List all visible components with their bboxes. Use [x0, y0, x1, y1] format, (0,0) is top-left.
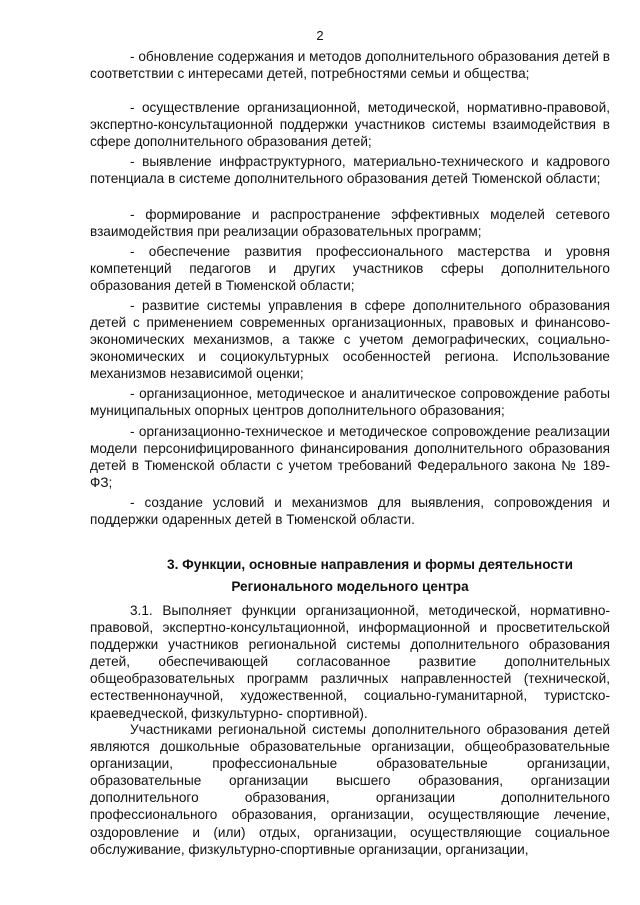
bullet-item: - создание условий и механизмов для выявления, сопровождения и поддержки одаренных детей в Тюменской области.	[90, 495, 610, 528]
bullet-item: - выявление инфраструктурного, материально-технического и кадрового потенциала в системе дополнительного образования детей Тюменской области;	[90, 154, 610, 187]
page-number: 2	[316, 28, 324, 43]
bullet-item: - обновление содержания и методов дополнительного образования детей в соответствии с интересами детей, потребностями семьи и общества;	[90, 49, 610, 82]
paragraph-participants: Участниками региональной системы дополнительного образования детей являются дошкольные образовательные организации, общеобразовательные организации, профессиональные образовательные организации, образовательные организации высшего образования, организации дополнительного образования, организации дополнительного профессионального образования, организации, осуществляющие лечение, оздоровление и (или) отдых, организации, осуществляющие социальное обслуживание, физкультурно-спортивные организации, организации,	[90, 722, 610, 857]
bullet-item: - организационно-техническое и методическое сопровождение реализации модели персонифицированного финансирования дополнительного образования детей в Тюменской области с учетом требований Федерального закона № 189-ФЗ;	[90, 424, 610, 491]
section-heading: 3. Функции, основные направления и формы деятельности	[167, 557, 573, 572]
bullet-item: - обеспечение развития профессионального мастерства и уровня компетенций педагогов и других участников сферы дополнительного образования детей в Тюменской области;	[90, 244, 610, 294]
bullet-item: - формирование и распространение эффективных моделей сетевого взаимодействия при реализации образовательных программ;	[90, 207, 610, 240]
bullet-item: - осуществление организационной, методической, нормативно-правовой, экспертно-консультационной поддержки участников системы взаимодействия в сфере дополнительного образования детей;	[90, 100, 610, 150]
bullet-item: - организационное, методическое и аналитическое сопровождение работы муниципальных опорных центров дополнительного образования;	[90, 386, 610, 419]
bullet-item: - развитие системы управления в сфере дополнительного образования детей с применением современных организационных, правовых и финансово-экономических механизмов, а также с учетом демографических, социально-экономических и социокультурных особенностей региона. Использование механизмов независимой оценки;	[90, 298, 610, 382]
paragraph-3-1: 3.1. Выполняет функции организационной, методической, нормативно-правовой, экспертно-консультационной, информационной и просветительской поддержки участников региональной системы дополнительного образования детей, обеспечивающей согласованное развитие дополнительных общеобразовательных программ различных направленностей (технической, естественнонаучной, художественной, социально-гуманитарной, туристско-краеведческой, физкультурно- спортивной).	[90, 603, 610, 721]
section-subheading: Регионального модельного центра	[231, 579, 469, 594]
